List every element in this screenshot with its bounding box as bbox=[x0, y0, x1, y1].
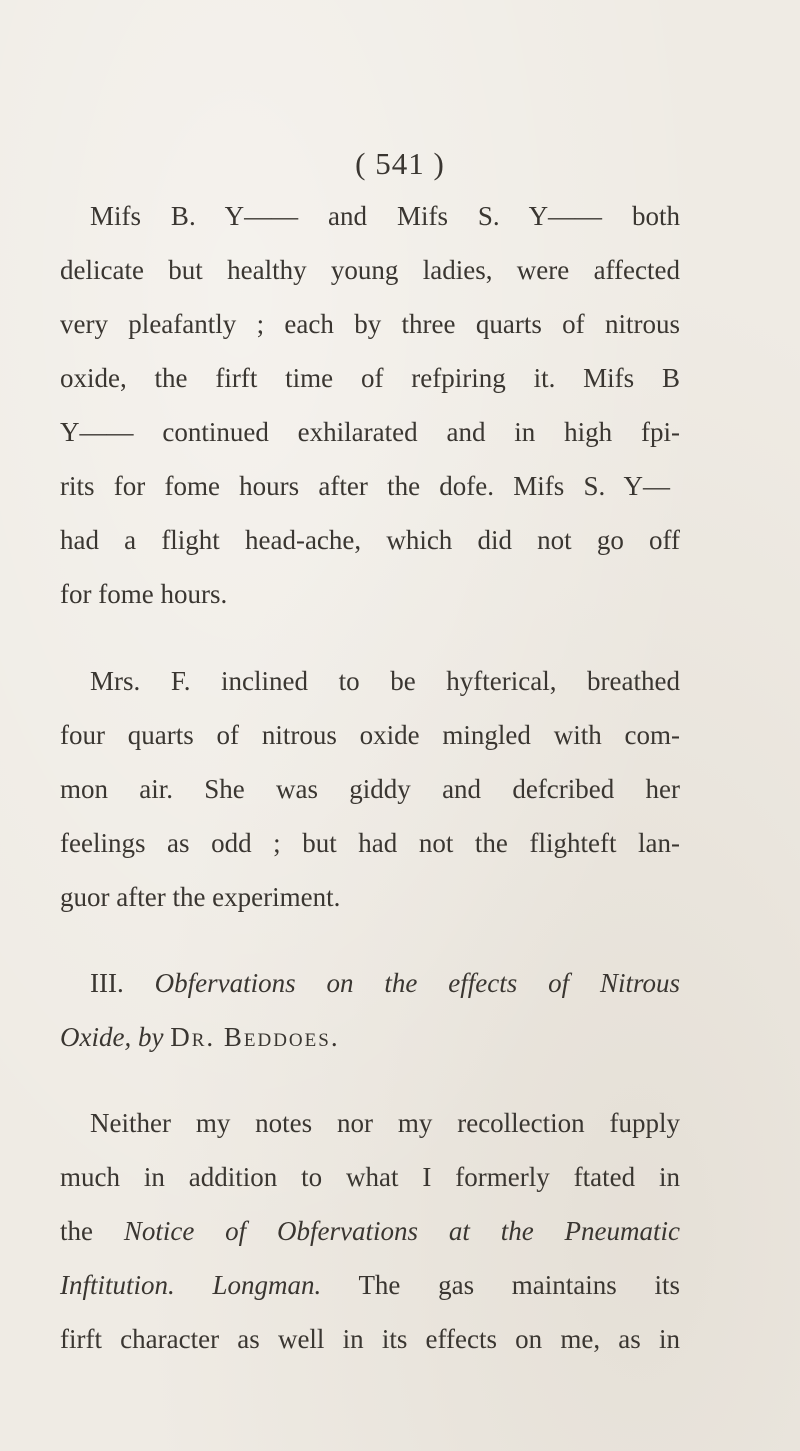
section-author: Dr. Beddoes. bbox=[170, 1022, 340, 1052]
text-line: feelings as odd ; but had not the flighteft lan- bbox=[60, 828, 680, 858]
section-heading bbox=[90, 966, 680, 1000]
section-by: by bbox=[137, 1022, 164, 1052]
section-title: Obfervations on the effects of Nitrous bbox=[154, 968, 680, 998]
text-line: rits for fome hours after the dofe. Mifs S. Y— bbox=[60, 471, 670, 501]
text-line: for fome hours. bbox=[60, 579, 228, 609]
section-heading-line-2 bbox=[60, 1020, 340, 1054]
text-line: very pleafantly ; each by three quarts of nitrous bbox=[60, 309, 680, 339]
page-number: ( 541 ) bbox=[355, 146, 445, 181]
paragraph-3-line bbox=[60, 1268, 680, 1302]
section-numeral: III. bbox=[90, 968, 124, 998]
paragraph-3-line bbox=[60, 1214, 680, 1248]
text-line: Mifs B. Y—— and Mifs S. Y—— both bbox=[90, 201, 680, 231]
book-title-continued: Inftitution. Longman. bbox=[60, 1270, 322, 1300]
text-line: Mrs. F. inclined to be hyfterical, breathed bbox=[90, 666, 680, 696]
text-line: firft character as well in its effects on me, as in bbox=[60, 1324, 680, 1354]
text-line: guor after the experiment. bbox=[60, 882, 341, 912]
text-line: Neither my notes nor my recollection fupply bbox=[90, 1108, 680, 1138]
text-line: oxide, the firft time of refpiring it. Mifs B bbox=[60, 363, 680, 393]
text-fragment: The gas maintains its bbox=[358, 1270, 680, 1300]
text-fragment: the bbox=[60, 1216, 93, 1246]
text-line: Y—— continued exhilarated and in high fpi- bbox=[60, 417, 680, 447]
text-line: delicate but healthy young ladies, were affected bbox=[60, 255, 680, 285]
text-line: mon air. She was giddy and defcribed her bbox=[60, 774, 680, 804]
text-line: had a flight head-ache, which did not go off bbox=[60, 525, 680, 555]
section-title-continued: Oxide, bbox=[60, 1022, 132, 1052]
book-title: Notice of Obfervations at the Pneumatic bbox=[123, 1216, 681, 1246]
text-line: four quarts of nitrous oxide mingled with com- bbox=[60, 720, 680, 750]
text-line: much in addition to what I formerly ftated in bbox=[60, 1162, 680, 1192]
